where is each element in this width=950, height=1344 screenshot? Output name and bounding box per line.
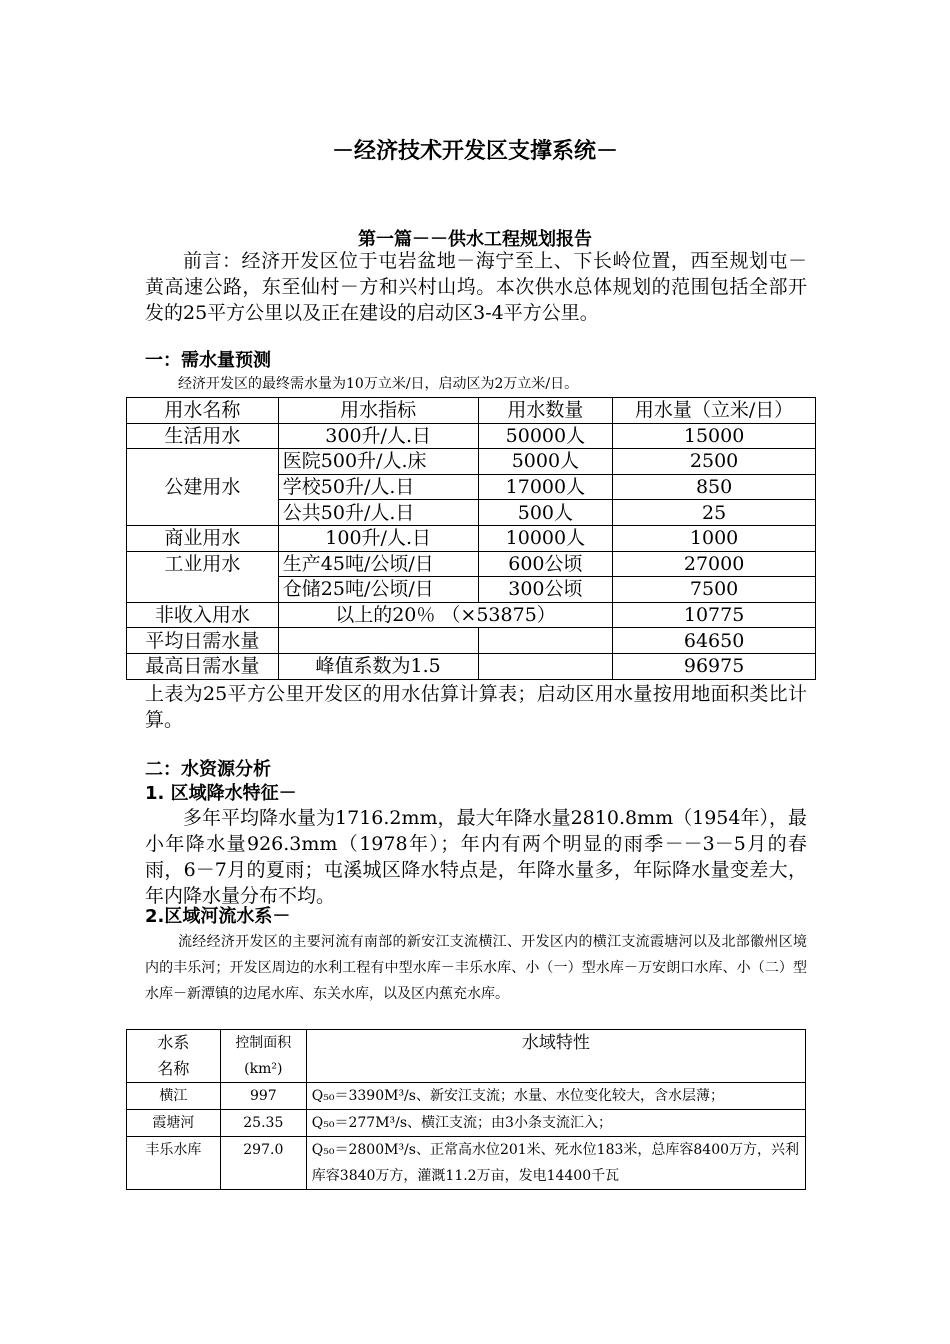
header-cell: 用水数量 — [478, 398, 613, 424]
header-cell: 用水指标 — [278, 398, 478, 424]
use-name-cell: 非收入用水 — [127, 602, 279, 628]
use-quantity-cell: 500人 — [478, 500, 613, 526]
header-name-line1: 水系 — [157, 1033, 190, 1052]
use-amount-cell: 1000 — [613, 525, 816, 551]
use-quantity-cell: 10000人 — [478, 525, 613, 551]
header-area-line1: 控制面积 — [235, 1035, 292, 1051]
table-row — [127, 1083, 806, 1110]
table-row — [127, 602, 816, 628]
use-index-cell: 100升/人.日 — [278, 525, 478, 551]
use-amount-cell: 7500 — [613, 577, 816, 603]
use-index-cell: 生产45吨/公顷/日 — [278, 551, 478, 577]
use-quantity-cell: 300公顷 — [478, 577, 613, 603]
use-amount-cell: 850 — [613, 474, 816, 500]
use-index-cell: 公共50升/人.日 — [278, 500, 478, 526]
use-name-cell: 最高日需水量 — [127, 653, 279, 679]
header-cell: 水域特性 — [306, 1030, 805, 1083]
river-area-cell: 25.35 — [220, 1110, 306, 1137]
table-row — [127, 449, 816, 475]
table-row — [127, 525, 816, 551]
use-index-cell: 医院500升/人.床 — [278, 449, 478, 475]
table-row — [127, 423, 816, 449]
use-quantity-cell: 50000人 — [478, 423, 613, 449]
table-row — [127, 551, 816, 577]
use-amount-cell: 25 — [613, 500, 816, 526]
use-name-cell: 商业用水 — [127, 525, 279, 551]
use-index-cell: 仓储25吨/公顷/日 — [278, 577, 478, 603]
use-amount-cell: 2500 — [613, 449, 816, 475]
header-area-line2: (km²) — [244, 1061, 283, 1077]
use-quantity-cell: 600公顷 — [478, 551, 613, 577]
use-index-cell: 学校50升/人.日 — [278, 474, 478, 500]
empty-cell — [478, 653, 613, 679]
use-name-cell: 公建用水 — [127, 449, 279, 526]
table-row — [127, 628, 816, 654]
section1-heading: 一：需水量预测 — [145, 350, 271, 371]
river-feature-cell: Q₅₀＝2800M³/s、正常高水位201米、死水位183米，总库容8400万方，兴利库容3840万方，灌溉11.2万亩，发电14400千瓦 — [306, 1137, 805, 1190]
rainfall-paragraph: 多年平均降水量为1716.2mm，最大年降水量2810.8mm（1954年），最小年降水量926.3mm（1978年）；年内有两个明显的雨季－－3－5月的春雨，6－7月的夏雨；屯溪城区降水特点是，年降水量多，年际降水量变差大，年内降水量分布不均。 — [145, 807, 807, 907]
header-cell: 用水名称 — [127, 398, 279, 424]
use-amount-cell: 27000 — [613, 551, 816, 577]
river-feature-cell: Q₅₀＝277M³/s、横江支流；由3小条支流汇入； — [306, 1110, 805, 1137]
preface-paragraph: 前言：经济开发区位于屯岩盆地－海宁至上、下长岭位置，西至规划屯－黄高速公路，东至仙村－方和兴村山坞。本次供水总体规划的范围包括全部开发的25平方公里以及正在建设的启动区3-4平方公里。 — [145, 250, 807, 324]
header-cell — [127, 1030, 221, 1083]
header-cell — [220, 1030, 306, 1083]
river-system-heading: 2.区域河流水系－ — [145, 906, 291, 927]
chapter-title: 第一篇－－供水工程规划报告 — [358, 229, 592, 250]
table-summary-paragraph: 上表为25平方公里开发区的用水估算计算表；启动区用水量按用地面积类比计算。 — [145, 683, 807, 731]
rainfall-heading: 1. 区域降水特征－ — [145, 783, 297, 804]
river-feature-cell: Q₅₀＝3390M³/s、新安江支流；水量、水位变化较大，含水层薄； — [306, 1083, 805, 1110]
empty-cell — [278, 628, 478, 654]
table-row — [127, 653, 816, 679]
river-name-cell: 丰乐水库 — [127, 1137, 221, 1190]
header-name-line2: 名称 — [157, 1059, 190, 1078]
table-header-row — [127, 1030, 806, 1083]
use-index-cell: 以上的20％ （×53875） — [278, 602, 612, 628]
river-system-paragraph: 流经经济开发区的主要河流有南部的新安江支流横江、开发区内的横江支流霞塘河以及北部徽州区境内的丰乐河；开发区周边的水利工程有中型水库－丰乐水库、小（一）型水库－万安朗口水库、小（二）型水库－新潭镇的边尾水库、东关水库，以及区内蕉充水库。 — [145, 934, 807, 1002]
river-system-table — [126, 1029, 806, 1190]
empty-cell — [478, 628, 613, 654]
use-name-cell: 工业用水 — [127, 551, 279, 602]
section2-heading: 二：水资源分析 — [145, 759, 271, 780]
use-amount-cell: 10775 — [613, 602, 816, 628]
river-name-cell: 横江 — [127, 1083, 221, 1110]
use-amount-cell: 96975 — [613, 653, 816, 679]
river-name-cell: 霞塘河 — [127, 1110, 221, 1137]
table-row — [127, 1110, 806, 1137]
use-quantity-cell: 5000人 — [478, 449, 613, 475]
table-header-row — [127, 398, 816, 424]
use-amount-cell: 64650 — [613, 628, 816, 654]
river-area-cell: 997 — [220, 1083, 306, 1110]
page-title: －经济技术开发区支撑系统－ — [331, 139, 618, 164]
use-quantity-cell: 17000人 — [478, 474, 613, 500]
river-area-cell: 297.0 — [220, 1137, 306, 1190]
water-demand-table — [126, 397, 816, 680]
header-cell: 用水量（立米/日） — [613, 398, 816, 424]
table-row — [127, 1137, 806, 1190]
use-index-cell: 300升/人.日 — [278, 423, 478, 449]
section1-note: 经济开发区的最终需水量为10万立米/日，启动区为2万立米/日。 — [178, 376, 579, 392]
use-name-cell: 平均日需水量 — [127, 628, 279, 654]
use-amount-cell: 15000 — [613, 423, 816, 449]
use-index-cell: 峰值系数为1.5 — [278, 653, 478, 679]
use-name-cell: 生活用水 — [127, 423, 279, 449]
